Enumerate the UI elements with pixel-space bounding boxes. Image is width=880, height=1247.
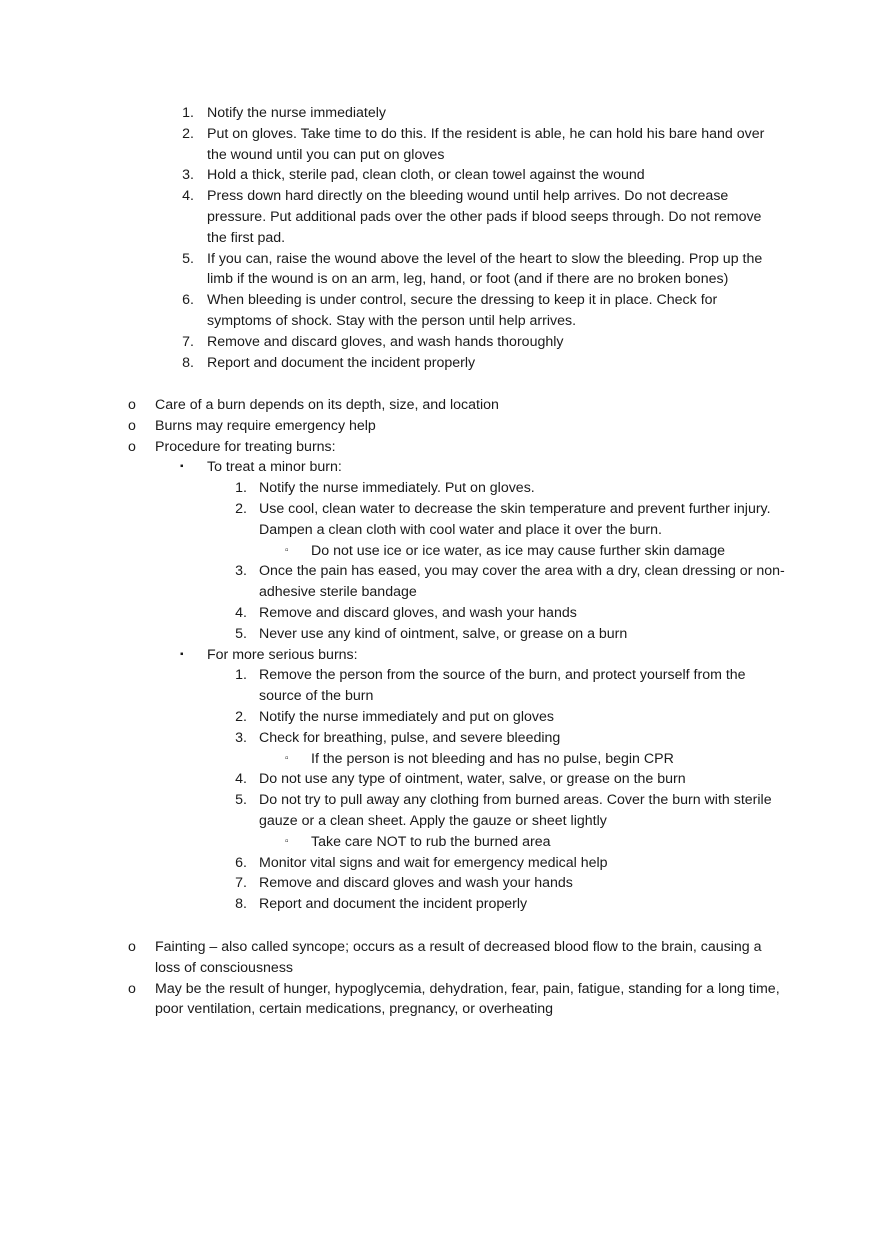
list-item: 8. Report and document the incident properly	[182, 354, 476, 371]
list-item-text: Hold a thick, sterile pad, clean cloth, or clean towel against the wound	[207, 167, 645, 184]
list-item: 5. Never use any kind of ointment, salve, or grease on a burn	[235, 625, 628, 642]
circle-bullet-icon: o	[128, 939, 136, 955]
list-item-text: Notify the nurse immediately	[207, 105, 386, 121]
list-item-text: Press down hard directly on the bleeding wound until help arrives. Do not decrease pressure. Put additional pads over the other pads if blood seeps through. Do not remove the first pad.	[207, 188, 762, 246]
list-item: 7. Remove and discard gloves, and wash hands thoroughly	[182, 333, 564, 350]
list-item: 4. Press down hard directly on the bleeding wound until help arrives. Do not decrease pressure. Put additional pads over the other pads if blood seeps through. Do not remove the first pad.	[182, 188, 762, 246]
small-square-bullet-icon: ▫	[285, 752, 289, 764]
burn-points-list	[128, 395, 788, 915]
list-item-text: Once the pain has eased, you may cover the area with a dry, clean dressing or non-adhesive sterile bandage	[259, 563, 785, 601]
list-item-text: Take care NOT to rub the burned area	[311, 833, 551, 850]
sub-list-item	[128, 749, 788, 770]
list-item-text: Notify the nurse immediately. Put on gloves.	[259, 480, 535, 497]
list-item: 1. Notify the nurse immediately	[182, 105, 386, 121]
circle-bullet-icon: o	[128, 980, 136, 997]
list-item: 6. When bleeding is under control, secure the dressing to keep it in place. Check for symptoms of shock. Stay with the person until help arrives.	[182, 292, 718, 329]
list-item	[128, 416, 788, 437]
list-item: 8. Report and document the incident properly	[235, 896, 528, 913]
list-item-text: When bleeding is under control, secure the dressing to keep it in place. Check for symptoms of shock. Stay with the person until help arrives.	[207, 292, 718, 329]
list-item-text: Do not use ice or ice water, as ice may cause further skin damage	[311, 542, 725, 559]
list-item-text: Monitor vital signs and wait for emergency medical help	[259, 854, 608, 871]
list-item: 7. Remove and discard gloves and wash your hands	[235, 875, 573, 892]
list-item: 3. Check for breathing, pulse, and severe bleeding	[235, 729, 561, 746]
list-item: 3. Hold a thick, sterile pad, clean cloth, or clean towel against the wound	[182, 167, 645, 184]
list-item-text: May be the result of hunger, hypoglycemia, dehydration, fear, pain, fatigue, standing for a long time, poor ventilation, certain medications, pregnancy, or overheating	[155, 980, 780, 1018]
list-item: 2. Use cool, clean water to decrease the skin temperature and prevent further injury. Dampen a clean cloth with cool water and place it over the burn.	[235, 500, 771, 538]
serious-burn-heading: ▪ For more serious burns:	[128, 645, 788, 666]
list-item-text: Burns may require emergency help	[155, 417, 376, 434]
list-item-text: Remove and discard gloves and wash your hands	[259, 875, 573, 892]
list-item: 4. Do not use any type of ointment, water, salve, or grease on the burn	[235, 771, 686, 788]
list-item	[128, 395, 788, 416]
list-item: 2. Put on gloves. Take time to do this. If the resident is able, he can hold his bare hand over the wound until you can put on gloves	[182, 125, 765, 163]
list-item-text: Notify the nurse immediately and put on gloves	[259, 708, 554, 725]
list-item-text: Do not use any type of ointment, water, salve, or grease on the burn	[259, 771, 686, 788]
list-item-text: Report and document the incident properly	[259, 896, 528, 913]
list-item-text: Never use any kind of ointment, salve, or grease on a burn	[259, 625, 628, 642]
list-item-text: Do not try to pull away any clothing from burned areas. Cover the burn with sterile gauze or a clean sheet. Apply the gauze or sheet lightly	[259, 792, 772, 829]
list-item-text: Care of a burn depends on its depth, size, and location	[155, 397, 499, 413]
bleeding-steps-list	[170, 103, 780, 373]
circle-bullet-icon: o	[128, 417, 136, 434]
fainting-points-list	[128, 937, 788, 1020]
list-item: 6. Monitor vital signs and wait for emergency medical help	[235, 854, 608, 871]
square-bullet-icon: ▪	[180, 648, 184, 660]
minor-burn-steps	[128, 478, 788, 644]
list-item	[128, 437, 788, 458]
list-item: 1. Notify the nurse immediately. Put on gloves.	[235, 480, 535, 497]
square-bullet-icon: ▪	[180, 461, 184, 473]
list-item-text: Use cool, clean water to decrease the skin temperature and prevent further injury. Dampen a clean cloth with cool water and place it over the burn.	[259, 500, 771, 538]
list-item-text: Check for breathing, pulse, and severe bleeding	[259, 729, 561, 746]
minor-burn-heading: ▪ To treat a minor burn:	[128, 457, 788, 478]
sub-list-item	[128, 541, 788, 562]
list-item: 5. If you can, raise the wound above the level of the heart to slow the bleeding. Prop up the limb if the wound is on an arm, leg, hand, or foot (and if there are no broken bones)	[182, 250, 763, 288]
list-item: 5. Do not try to pull away any clothing from burned areas. Cover the burn with sterile gauze or a clean sheet. Apply the gauze or sheet lightly	[235, 792, 772, 829]
list-item	[128, 979, 788, 1021]
list-item-text: Put on gloves. Take time to do this. If the resident is able, he can hold his bare hand over the wound until you can put on gloves	[207, 125, 765, 163]
list-item: 4. Remove and discard gloves, and wash your hands	[235, 604, 577, 621]
list-item-text: If the person is not bleeding and has no pulse, begin CPR	[311, 750, 674, 767]
list-item-text: Procedure for treating burns:	[155, 438, 336, 455]
list-item-text: Remove and discard gloves, and wash your hands	[259, 604, 577, 621]
list-item-text: Remove and discard gloves, and wash hands thoroughly	[207, 333, 564, 350]
list-item-text: Fainting – also called syncope; occurs as a result of decreased blood flow to the brain, causing a loss of consciousness	[155, 939, 762, 976]
list-item-text: If you can, raise the wound above the level of the heart to slow the bleeding. Prop up the limb if the wound is on an arm, leg, hand, or foot (and if there are no broken bones)	[207, 250, 763, 288]
small-square-bullet-icon: ▫	[285, 544, 289, 556]
list-item: 1. Remove the person from the source of the burn, and protect yourself from the source of the burn	[235, 667, 746, 705]
list-item: 2. Notify the nurse immediately and put on gloves	[235, 708, 554, 725]
serious-burn-steps	[128, 665, 788, 915]
sub-list-item	[128, 832, 788, 853]
list-item: 3. Once the pain has eased, you may cover the area with a dry, clean dressing or non-adhesive sterile bandage	[235, 563, 785, 601]
circle-bullet-icon: o	[128, 397, 136, 413]
list-item-text: Remove the person from the source of the burn, and protect yourself from the source of the burn	[259, 667, 746, 705]
list-item-text: Report and document the incident properly	[207, 354, 476, 371]
small-square-bullet-icon: ▫	[285, 835, 289, 847]
circle-bullet-icon: o	[128, 438, 136, 455]
list-item	[128, 937, 788, 979]
